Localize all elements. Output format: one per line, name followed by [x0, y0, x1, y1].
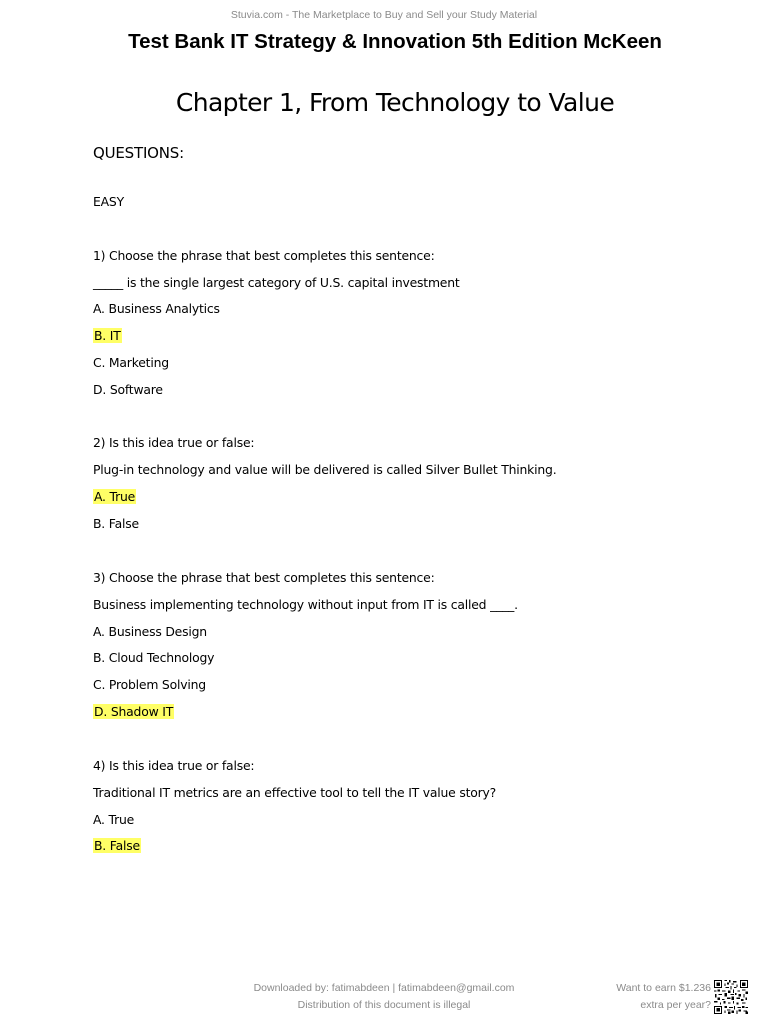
question-2-option-b: B. False — [93, 516, 139, 531]
question-1-option-b-answer: B. IT — [94, 328, 121, 343]
question-1-statement: _____ is the single largest category of U.S. capital investment — [93, 275, 460, 290]
footer-distribution-notice: Distribution of this document is illegal — [297, 999, 471, 1011]
question-1-option-a: A. Business Analytics — [93, 301, 220, 316]
difficulty-label: EASY — [93, 194, 124, 209]
question-3-prompt: 3) Choose the phrase that best completes this sentence: — [93, 570, 435, 585]
footer-downloaded-by: Downloaded by: fatimabdeen | fatimabdeen@gmail.com — [253, 982, 515, 994]
question-3-option-a: A. Business Design — [93, 624, 207, 639]
question-4-prompt: 4) Is this idea true or false: — [93, 758, 255, 773]
question-2-prompt: 2) Is this idea true or false: — [93, 435, 255, 450]
question-1-option-c: C. Marketing — [93, 355, 169, 370]
footer-earn-line1[interactable]: Want to earn $1.236 — [616, 982, 711, 994]
questions-heading: QUESTIONS: — [93, 144, 184, 162]
question-2-option-a-answer: A. True — [94, 489, 136, 504]
footer-earn-line2[interactable]: extra per year? — [640, 999, 711, 1011]
qr-code-icon[interactable] — [714, 980, 748, 1014]
question-1-prompt: 1) Choose the phrase that best completes this sentence: — [93, 248, 435, 263]
stuvia-banner: Stuvia.com - The Marketplace to Buy and Sell your Study Material — [230, 9, 538, 21]
document-title: Test Bank IT Strategy & Innovation 5th Edition McKeen — [128, 30, 662, 53]
question-4-option-b-answer: B. False — [94, 838, 140, 853]
question-3-option-b: B. Cloud Technology — [93, 650, 215, 665]
chapter-title: Chapter 1, From Technology to Value — [175, 88, 615, 117]
question-3-statement: Business implementing technology without input from IT is called ____. — [93, 597, 518, 612]
question-1-option-d: D. Software — [93, 382, 163, 397]
question-3-option-d-answer: D. Shadow IT — [94, 704, 174, 719]
question-3-option-c: C. Problem Solving — [93, 677, 206, 692]
question-4-option-a: A. True — [93, 812, 135, 827]
question-2-statement: Plug-in technology and value will be delivered is called Silver Bullet Thinking. — [93, 462, 557, 477]
question-4-statement: Traditional IT metrics are an effective tool to tell the IT value story? — [93, 785, 497, 800]
